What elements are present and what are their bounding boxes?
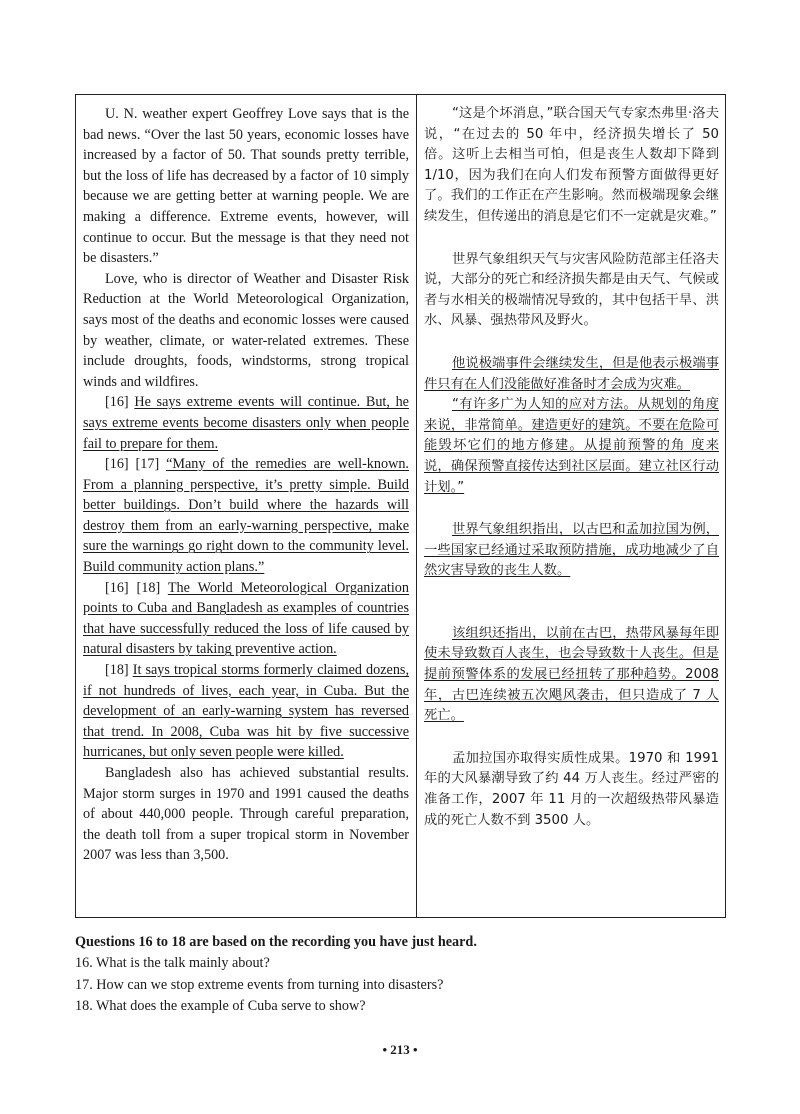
en-underlined-text: He says extreme events will continue. But, he says extreme events become disasters only when people fail to prepare for them. [83,394,409,452]
en-paragraph-2 [83,269,409,393]
en-paragraph-7 [83,763,409,866]
en-underlined-text: The World Meteorological Organization points to Cuba and Bangladesh as examples of countries that have successfully reduced the loss of life caused by natural disasters by taking preventive action. [83,579,409,658]
questions-section [75,932,726,1018]
zh-paragraph-4 [424,395,719,498]
questions-heading: Questions 16 to 18 are based on the recording you have just heard. [75,934,477,950]
en-text: Love, who is director of Weather and Disaster Risk Reduction at the World Meteorological Organization, says most of the deaths and economic losses were caused by weather, climate, or water-related extremes. These include droughts, foods, windstorms, strong tropical winds and wildfires. [83,270,409,390]
en-marker: [18] [105,662,133,679]
en-paragraph-1 [83,104,409,269]
zh-underlined-text: “有许多广为人知的应对方法。从规划的角度来说，非常简单。建造更好的建筑。不要在危险可能毁坏它们的地方修建。从提前预警的角 度来说，确保预警直接传达到社区层面。建立社区行动计划。” [424,397,719,495]
en-paragraph-4 [83,454,409,578]
en-paragraph-6 [83,660,409,763]
zh-underlined-text: 他说极端事件会继续发生，但是他表示极端事件只有在人们没能做好准备时才会成为灾难。 [424,355,719,392]
question-18: 18. What does the example of Cuba serve to show? [75,998,366,1015]
zh-text: “这是个坏消息，”联合国天气专家杰弗里·洛夫说，“在过去的 50 年中，经济损失增长了 50 倍。这听上去相当可怕，但是丧生人数却下降到 1/10，因为我们在向人们发布预警方面做得更好了。我们的工作正在产生影响。然而极端现象会继续发生，但传递出的消息是它们不一定就是灾难。” [424,106,719,224]
en-marker: [16] [18] [105,579,168,596]
en-paragraph-3 [83,392,409,454]
zh-text: 孟加拉国亦取得实质性成果。1970 和 1991 年的大风暴潮导致了约 44 万人丧生。经过严密的准备工作，2007 年 11 月的一次超级热带风暴造成的死亡人数不到 3500 人。 [424,750,719,828]
zh-underlined-text: 世界气象组织指出，以古巴和孟加拉国为例，一些国家已经通过采取预防措施，成功地减少了自然灾害导致的丧生人数。 [424,522,719,579]
page-number: • 213 • [382,1042,418,1057]
column-divider [416,94,417,918]
zh-paragraph-1 [424,104,719,228]
en-underlined-text: It says tropical storms formerly claimed dozens, if not hundreds of lives, each year, in Cuba. But the development of an early-warning system has reversed that trend. In 2008, Cuba was hit by five successive hurricanes, but only seven people were killed. [83,662,409,761]
zh-paragraph-3 [424,354,719,395]
zh-paragraph-7 [424,749,719,831]
question-16: 16. What is the talk mainly about? [75,955,270,972]
question-17: 17. How can we stop extreme events from turning into disasters? [75,976,444,993]
en-text: U. N. weather expert Geoffrey Love says that is the bad news. “Over the last 50 years, economic losses have increased by a factor of 50. That sounds pretty terrible, but the loss of life has decreased by a factor of 10 simply because we are getting better at warning people. We are making a difference. Extreme events, however, will continue to occur. But the message is that they need not be disasters.” [83,106,409,267]
zh-text: 世界气象组织天气与灾害风险防范部主任洛夫说，大部分的死亡和经济损失都是由天气、气候或者与水相关的极端情况导致的，其中包括干旱、洪水、风暴、强热带风及野火。 [424,251,719,329]
en-underlined-text: “Many of the remedies are well-known. From a planning perspective, it’s pretty simple. Build better buildings. Don’t build where the hazards will destroy them from an early-warning perspective, make sure the warnings go right down to the community level. Build community action plans.” [83,456,409,576]
chinese-column [424,104,719,831]
en-marker: [16] [17] [105,456,167,473]
en-text: Bangladesh also has achieved substantial results. Major storm surges in 1970 and 1991 caused the deaths of about 440,000 people. Through careful preparation, the death toll from a super tropical storm in November 2007 was less than 3,500. [83,765,409,864]
en-marker: [16] [105,394,135,411]
en-paragraph-5 [83,578,409,660]
zh-underlined-text: 该组织还指出，以前在古巴，热带风暴每年即使未导致数百人丧生，也会导致数十人丧生。但是提前预警体系的发展已经扭转了那种趋势。2008 年，古巴连续被五次飓风袭击，但只造成了 7 人死亡。 [424,625,719,724]
english-column [83,104,409,866]
zh-paragraph-5 [424,520,719,582]
zh-paragraph-2 [424,250,719,332]
zh-paragraph-6 [424,624,719,727]
